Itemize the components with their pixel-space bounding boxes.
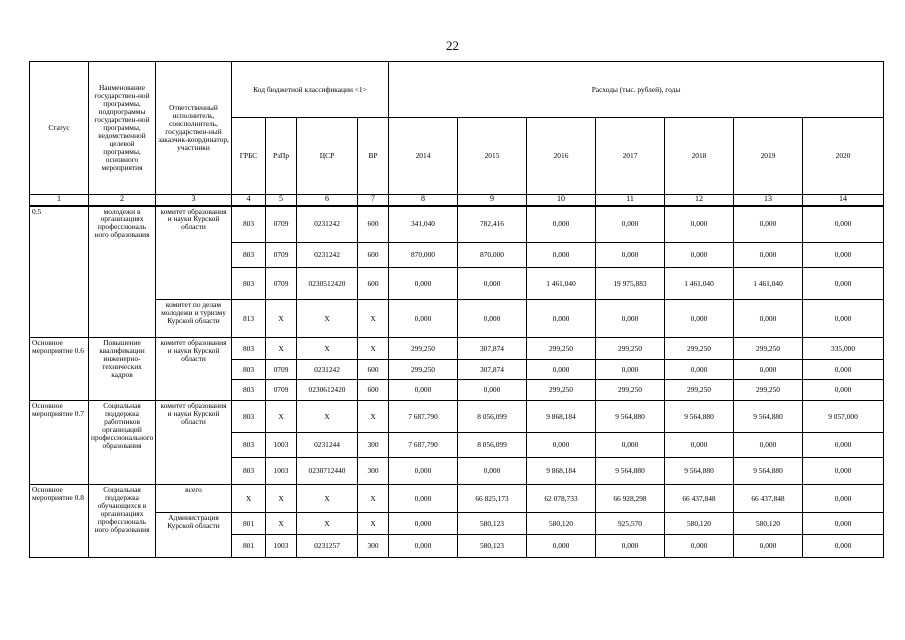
header-grbs: ГРБС (232, 118, 266, 195)
expense-cell: 0,000 (665, 433, 734, 458)
expense-cell: 9 564,880 (596, 401, 665, 433)
grbs-cell: 801 (232, 535, 266, 558)
expense-cell: 19 975,883 (596, 268, 665, 300)
vr-cell: 300 (358, 535, 389, 558)
table-row (30, 300, 884, 338)
expense-cell: 0,000 (734, 535, 803, 558)
expense-cell: 0,000 (734, 300, 803, 338)
table-header (30, 62, 884, 206)
grbs-cell: 803 (232, 380, 266, 401)
expense-cell: 7 687,790 (389, 401, 458, 433)
expense-cell: 299,250 (527, 338, 596, 360)
csr-cell: 0231242 (297, 243, 358, 268)
status-cell: Основное мероприятие 0.6 (30, 338, 89, 401)
rzpr-cell: 1003 (266, 458, 297, 485)
header-year: 2017 (596, 118, 665, 195)
rzpr-cell: Х (266, 338, 297, 360)
rzpr-cell: Х (266, 485, 297, 513)
expense-cell: 0,000 (665, 243, 734, 268)
expense-cell: 0,000 (665, 535, 734, 558)
expense-cell: 0,000 (596, 300, 665, 338)
expense-cell: 0,000 (803, 433, 884, 458)
expense-cell: 299,250 (527, 380, 596, 401)
expense-cell: 8 056,099 (458, 433, 527, 458)
expense-cell: 0,000 (803, 380, 884, 401)
expense-cell: 0,000 (458, 380, 527, 401)
expense-cell: 925,570 (596, 513, 665, 535)
column-index: 2 (89, 195, 156, 206)
expense-cell: 580,120 (734, 513, 803, 535)
csr-cell: 0231257 (297, 535, 358, 558)
csr-cell: Х (297, 485, 358, 513)
csr-cell: 0230712440 (297, 458, 358, 485)
table-row (30, 401, 884, 433)
vr-cell: Х (358, 485, 389, 513)
expense-cell: 580,123 (458, 535, 527, 558)
column-index: 3 (156, 195, 232, 206)
expense-cell: 299,250 (734, 338, 803, 360)
expense-cell: 0,000 (734, 360, 803, 380)
vr-cell: 600 (358, 206, 389, 243)
grbs-cell: 803 (232, 243, 266, 268)
expense-cell: 0,000 (389, 458, 458, 485)
column-index: 10 (527, 195, 596, 206)
expense-cell: 1 461,040 (527, 268, 596, 300)
rzpr-cell: Х (266, 513, 297, 535)
rzpr-cell: 0709 (266, 360, 297, 380)
vr-cell: 600 (358, 268, 389, 300)
header-rzpr: РзПр (266, 118, 297, 195)
expense-cell: 299,250 (734, 380, 803, 401)
expense-cell: 299,250 (665, 338, 734, 360)
expense-cell: 1 461,040 (734, 268, 803, 300)
rzpr-cell: Х (266, 401, 297, 433)
expense-cell: 0,000 (803, 300, 884, 338)
column-index: 12 (665, 195, 734, 206)
table-row (30, 513, 884, 535)
vr-cell: 600 (358, 243, 389, 268)
expense-cell: 580,123 (458, 513, 527, 535)
grbs-cell: 803 (232, 433, 266, 458)
rzpr-cell: 0709 (266, 243, 297, 268)
expense-cell: 580,120 (665, 513, 734, 535)
csr-cell: Х (297, 401, 358, 433)
table-body (30, 206, 884, 558)
rzpr-cell: 0709 (266, 268, 297, 300)
rzpr-cell: 0709 (266, 206, 297, 243)
column-index: 4 (232, 195, 266, 206)
expense-cell: 0,000 (803, 535, 884, 558)
status-cell: Основное мероприятие 0.7 (30, 401, 89, 485)
header-year: 2018 (665, 118, 734, 195)
expense-cell: 299,250 (665, 380, 734, 401)
expense-cell: 0,000 (596, 433, 665, 458)
grbs-cell: 803 (232, 206, 266, 243)
expense-cell: 0,000 (527, 535, 596, 558)
expense-cell: 299,250 (596, 338, 665, 360)
expense-cell: 870,000 (389, 243, 458, 268)
expense-cell: 335,000 (803, 338, 884, 360)
expense-cell: 0,000 (389, 485, 458, 513)
expense-cell: 0,000 (389, 268, 458, 300)
expense-cell: 1 461,040 (665, 268, 734, 300)
column-index: 7 (358, 195, 389, 206)
expense-cell: 0,000 (803, 206, 884, 243)
expense-cell: 9 868,184 (527, 401, 596, 433)
expense-cell: 0,000 (596, 206, 665, 243)
expense-cell: 299,250 (389, 360, 458, 380)
responsible-cell: всего (156, 485, 232, 513)
csr-cell: 0230612420 (297, 380, 358, 401)
header-budget-code: Код бюджетной классификации <1> (232, 62, 389, 118)
csr-cell: 0231242 (297, 360, 358, 380)
expense-cell: 0,000 (596, 535, 665, 558)
column-index: 9 (458, 195, 527, 206)
program-name-cell: Повышение квалификации инженерно-технических кадров (89, 338, 156, 401)
responsible-cell: комитет образования и науки Курской области (156, 338, 232, 401)
status-cell: Основное мероприятие 0.8 (30, 485, 89, 558)
program-name-cell: Социальная поддержка обучающихся в организациях профессиональ ного образования (89, 485, 156, 558)
expense-cell: 9 564,880 (734, 458, 803, 485)
header-status: Статус (30, 62, 89, 195)
expense-cell: 307,874 (458, 338, 527, 360)
responsible-cell: комитет образования и науки Курской области (156, 206, 232, 300)
vr-cell: 300 (358, 458, 389, 485)
column-index: 11 (596, 195, 665, 206)
grbs-cell: Х (232, 485, 266, 513)
grbs-cell: 803 (232, 268, 266, 300)
expense-cell: 782,416 (458, 206, 527, 243)
header-vr: ВР (358, 118, 389, 195)
vr-cell: Х (358, 513, 389, 535)
vr-cell: 300 (358, 433, 389, 458)
status-cell: 0.5 (30, 206, 89, 338)
expense-cell: 0,000 (596, 243, 665, 268)
expense-cell: 0,000 (458, 300, 527, 338)
expense-cell: 0,000 (527, 243, 596, 268)
column-index: 13 (734, 195, 803, 206)
header-year: 2016 (527, 118, 596, 195)
expense-cell: 0,000 (803, 458, 884, 485)
expense-cell: 0,000 (458, 458, 527, 485)
grbs-cell: 803 (232, 401, 266, 433)
header-year: 2015 (458, 118, 527, 195)
expense-cell: 0,000 (734, 206, 803, 243)
grbs-cell: 803 (232, 338, 266, 360)
expense-cell: 0,000 (734, 243, 803, 268)
header-program-name: Наименование государствен-ной программы, подпрограммы государствен-ной программы, ведомственной целевой программы, основного мероприятия (89, 62, 156, 195)
column-index: 5 (266, 195, 297, 206)
column-index: 8 (389, 195, 458, 206)
grbs-cell: 803 (232, 360, 266, 380)
expense-cell: 0,000 (803, 513, 884, 535)
vr-cell: 600 (358, 380, 389, 401)
expense-cell: 0,000 (665, 300, 734, 338)
expense-cell: 0,000 (389, 535, 458, 558)
vr-cell: Х (358, 401, 389, 433)
header-year: 2019 (734, 118, 803, 195)
csr-cell: 0231242 (297, 206, 358, 243)
expense-cell: 0,000 (665, 360, 734, 380)
expense-cell: 870,000 (458, 243, 527, 268)
rzpr-cell: 0709 (266, 380, 297, 401)
expense-cell: 9 564,880 (665, 401, 734, 433)
column-index: 6 (297, 195, 358, 206)
program-name-cell: Социальная поддержка работников организаций профессионального образования (89, 401, 156, 485)
header-csr: ЦСР (297, 118, 358, 195)
expense-cell: 66 928,298 (596, 485, 665, 513)
expense-cell: 307,874 (458, 360, 527, 380)
vr-cell: Х (358, 300, 389, 338)
header-expenses: Расходы (тыс. рублей), годы (389, 62, 884, 118)
expense-cell: 0,000 (389, 513, 458, 535)
expense-cell: 9 868,184 (527, 458, 596, 485)
expense-cell: 341,040 (389, 206, 458, 243)
budget-table (29, 61, 884, 558)
program-name-cell: молодежи в организациях профессиональ ного образования (89, 206, 156, 338)
expense-cell: 0,000 (665, 206, 734, 243)
expense-cell: 580,120 (527, 513, 596, 535)
table-row (30, 485, 884, 513)
expense-cell: 0,000 (734, 433, 803, 458)
expense-cell: 62 078,733 (527, 485, 596, 513)
csr-cell: 0230512420 (297, 268, 358, 300)
expense-cell: 0,000 (527, 300, 596, 338)
expense-cell: 299,250 (389, 338, 458, 360)
header-year: 2014 (389, 118, 458, 195)
expense-cell: 0,000 (527, 433, 596, 458)
rzpr-cell: 1003 (266, 433, 297, 458)
expense-cell: 0,000 (803, 268, 884, 300)
expense-cell: 0,000 (803, 243, 884, 268)
expense-cell: 9 564,880 (734, 401, 803, 433)
expense-cell: 66 437,848 (665, 485, 734, 513)
expense-cell: 0,000 (527, 360, 596, 380)
expense-cell: 0,000 (389, 300, 458, 338)
expense-cell: 9 564,880 (665, 458, 734, 485)
table-row (30, 206, 884, 243)
csr-cell: Х (297, 338, 358, 360)
rzpr-cell: Х (266, 300, 297, 338)
responsible-cell: комитет образования и науки Курской области (156, 401, 232, 485)
grbs-cell: 803 (232, 458, 266, 485)
expense-cell: 7 687,790 (389, 433, 458, 458)
vr-cell: 600 (358, 360, 389, 380)
header-responsible: Ответственный исполнитель, соисполнитель, государствен-ный заказчик-координатор, участники (156, 62, 232, 195)
grbs-cell: 801 (232, 513, 266, 535)
expense-cell: 0,000 (803, 360, 884, 380)
header-year: 2020 (803, 118, 884, 195)
page-number: 22 (446, 38, 459, 53)
csr-cell: Х (297, 300, 358, 338)
expense-cell: 9 564,880 (596, 458, 665, 485)
table-row (30, 338, 884, 360)
csr-cell: Х (297, 513, 358, 535)
responsible-cell: комитет по делам молодежи и туризму Курской области (156, 300, 232, 338)
expense-cell: 66 825,173 (458, 485, 527, 513)
rzpr-cell: 1003 (266, 535, 297, 558)
expense-cell: 8 056,099 (458, 401, 527, 433)
expense-cell: 0,000 (803, 485, 884, 513)
expense-cell: 0,000 (527, 206, 596, 243)
expense-cell: 0,000 (389, 380, 458, 401)
vr-cell: Х (358, 338, 389, 360)
csr-cell: 0231244 (297, 433, 358, 458)
expense-cell: 0,000 (596, 360, 665, 380)
column-index: 1 (30, 195, 89, 206)
column-index: 14 (803, 195, 884, 206)
expense-cell: 66 437,848 (734, 485, 803, 513)
expense-cell: 9 057,000 (803, 401, 884, 433)
responsible-cell: Администрация Курской области (156, 513, 232, 558)
expense-cell: 299,250 (596, 380, 665, 401)
column-index-row (30, 195, 884, 206)
expense-cell: 0,000 (458, 268, 527, 300)
grbs-cell: 813 (232, 300, 266, 338)
